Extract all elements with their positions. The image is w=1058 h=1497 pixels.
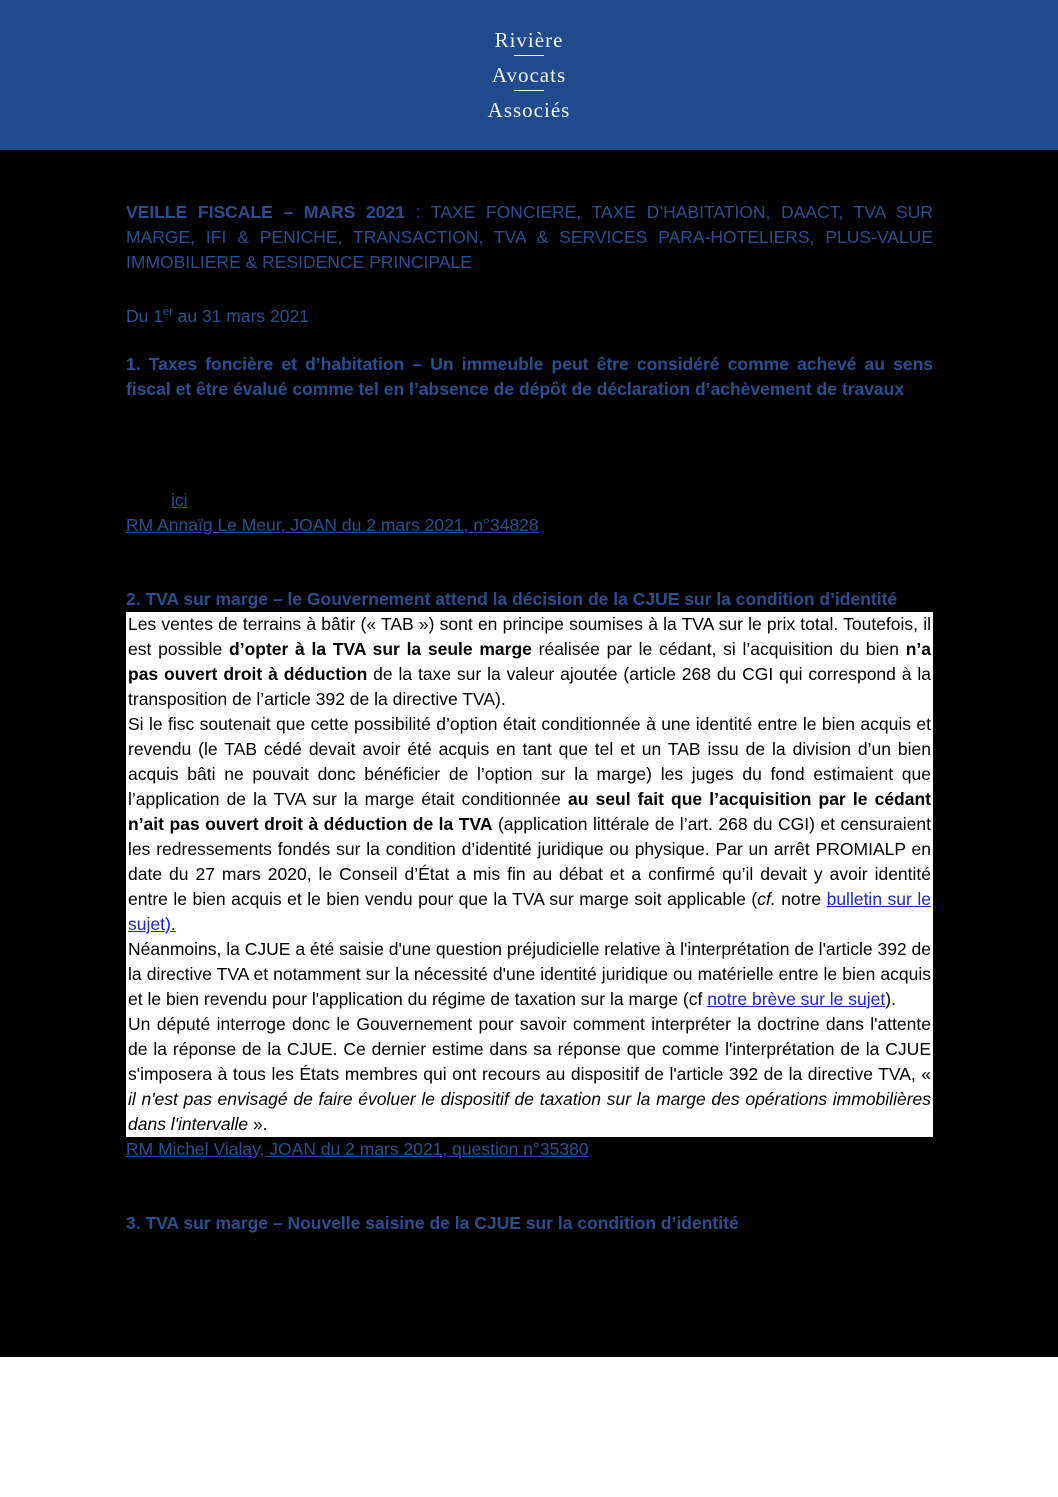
logo-line-riviere: Rivière <box>494 28 564 52</box>
section-2-paragraph-1 <box>128 612 931 712</box>
section-2-title: 2. TVA sur marge – le Gouvernement attend la décision de la CJUE sur la condition d’identité <box>126 588 898 609</box>
document-title <box>126 200 933 275</box>
ici-line <box>126 488 933 513</box>
logo-line-avocats: Avocats <box>491 63 567 87</box>
bold-run: au seul fait que l’acquisition par le cédant n’ait pas ouvert droit à déduction de la TVA <box>128 788 931 834</box>
section-2-paragraph-4 <box>128 1012 931 1137</box>
section-2-paragraph-3 <box>128 937 931 1012</box>
section-2-reference-link[interactable]: RM Michel Vialay, JOAN du 2 mars 2021, question n°35380 <box>126 1138 589 1159</box>
text-run: (application littérale de l’art. 268 du CGI) et censuraient les redressements fondés sur la condition d’identité juridique ou physique. Par un arrêt PROMIALP en date du 27 mars 2020, le Conseil d’État a mis fin au débat et a confirmé qu’il devait y avoir identité entre le bien acquis et le bien vendu pour que la TVA sur marge soit applicable ( <box>128 813 931 909</box>
section-3-title: 3. TVA sur marge – Nouvelle saisine de la CJUE sur la condition d’identité <box>126 1212 739 1233</box>
text-run: Néanmoins, la CJUE a été saisie d'une question préjudicielle relative à l'interprétation de l'article 392 de la directive TVA et notamment sur la nécessité d'une identité juridique ou matérielle entre le bien acquis et le bien revendu pour l'application du régime de taxation sur la marge (cf <box>128 938 931 1009</box>
text-run: ). <box>885 988 896 1009</box>
text-run: Les ventes de terrains à bâtir (« TAB ») sont en principe soumises à la TVA sur le prix total. Toutefois, il est possible <box>128 613 931 659</box>
date-sup: er <box>162 306 173 318</box>
bold-run: d’opter à la TVA sur la seule marge <box>229 638 532 659</box>
section-2-paragraph-2 <box>128 712 931 937</box>
breve-link[interactable]: notre brève sur le sujet <box>707 988 886 1009</box>
text-run: notre <box>775 888 827 909</box>
italic-run: il n'est pas envisagé de faire évoluer le dispositif de taxation sur la marge des opérations immobilières dans l'intervalle <box>128 1088 931 1134</box>
italic-run: cf. <box>757 888 776 909</box>
date-prefix: Du 1 <box>126 305 163 326</box>
document-body <box>126 200 933 1236</box>
page-header <box>0 0 1058 150</box>
section-2-reference <box>126 1137 933 1162</box>
date-range <box>126 300 933 329</box>
bulletin-link[interactable]: bulletin sur le sujet). <box>128 888 931 934</box>
logo-rule <box>514 55 544 56</box>
title-rest: : TAXE FONCIERE, TAXE D’HABITATION, DAACT, TVA SUR MARGE, IFI & PENICHE, TRANSACTION, TVA & SERVICES PARA-HOTELIERS, PLUS-VALUE IMMOBILIERE & RESIDENCE PRINCIPALE <box>126 202 933 272</box>
title-bold: VEILLE FISCALE – MARS 2021 <box>126 202 405 222</box>
ici-link[interactable]: ici <box>171 489 188 510</box>
logo-line-associes: Associés <box>487 98 571 122</box>
section-1-reference <box>126 513 933 538</box>
section-1-title: 1. Taxes foncière et d’habitation – Un immeuble peut être considéré comme achevé au sens fiscal et être évalué comme tel en l’absence de dépôt de déclaration d’achèvement de travaux <box>126 353 933 399</box>
date-suffix: au 31 mars 2021 <box>172 305 309 326</box>
text-run: de la taxe sur la valeur ajoutée (article 268 du CGI qui correspond à la transposition de l’article 392 de la directive TVA). <box>128 663 931 709</box>
text-run: ». <box>248 1113 268 1134</box>
logo-rule <box>514 90 544 91</box>
text-run: Si le fisc soutenait que cette possibilité d’option était conditionnée à une identité entre le bien acquis et revendu (le TAB cédé devait avoir été acquis en tant que tel et un TAB issu de la division d’un bien acquis bâti ne pouvait donc bénéficier de l’option sur la marge) les juges du fond estimaient que l’application de la TVA sur la marge était conditionnée <box>128 713 931 809</box>
section-2-textbox <box>126 612 933 1137</box>
bold-run: n’a pas ouvert droit à déduction <box>128 638 932 684</box>
text-run: réalisée par le cédant, si l’acquisition du bien <box>531 638 906 659</box>
section-1-reference-link[interactable]: RM Annaïg Le Meur, JOAN du 2 mars 2021, n°34828 <box>126 514 539 535</box>
text-run: Un député interroge donc le Gouvernement pour savoir comment interpréter la doctrine dans l'attente de la réponse de la CJUE. Ce dernier estime dans sa réponse que comme l'interprétation de la CJUE s'imposera à tous les États membres qui ont recours au dispositif de l'article 392 de la directive TVA, « <box>128 1013 931 1084</box>
